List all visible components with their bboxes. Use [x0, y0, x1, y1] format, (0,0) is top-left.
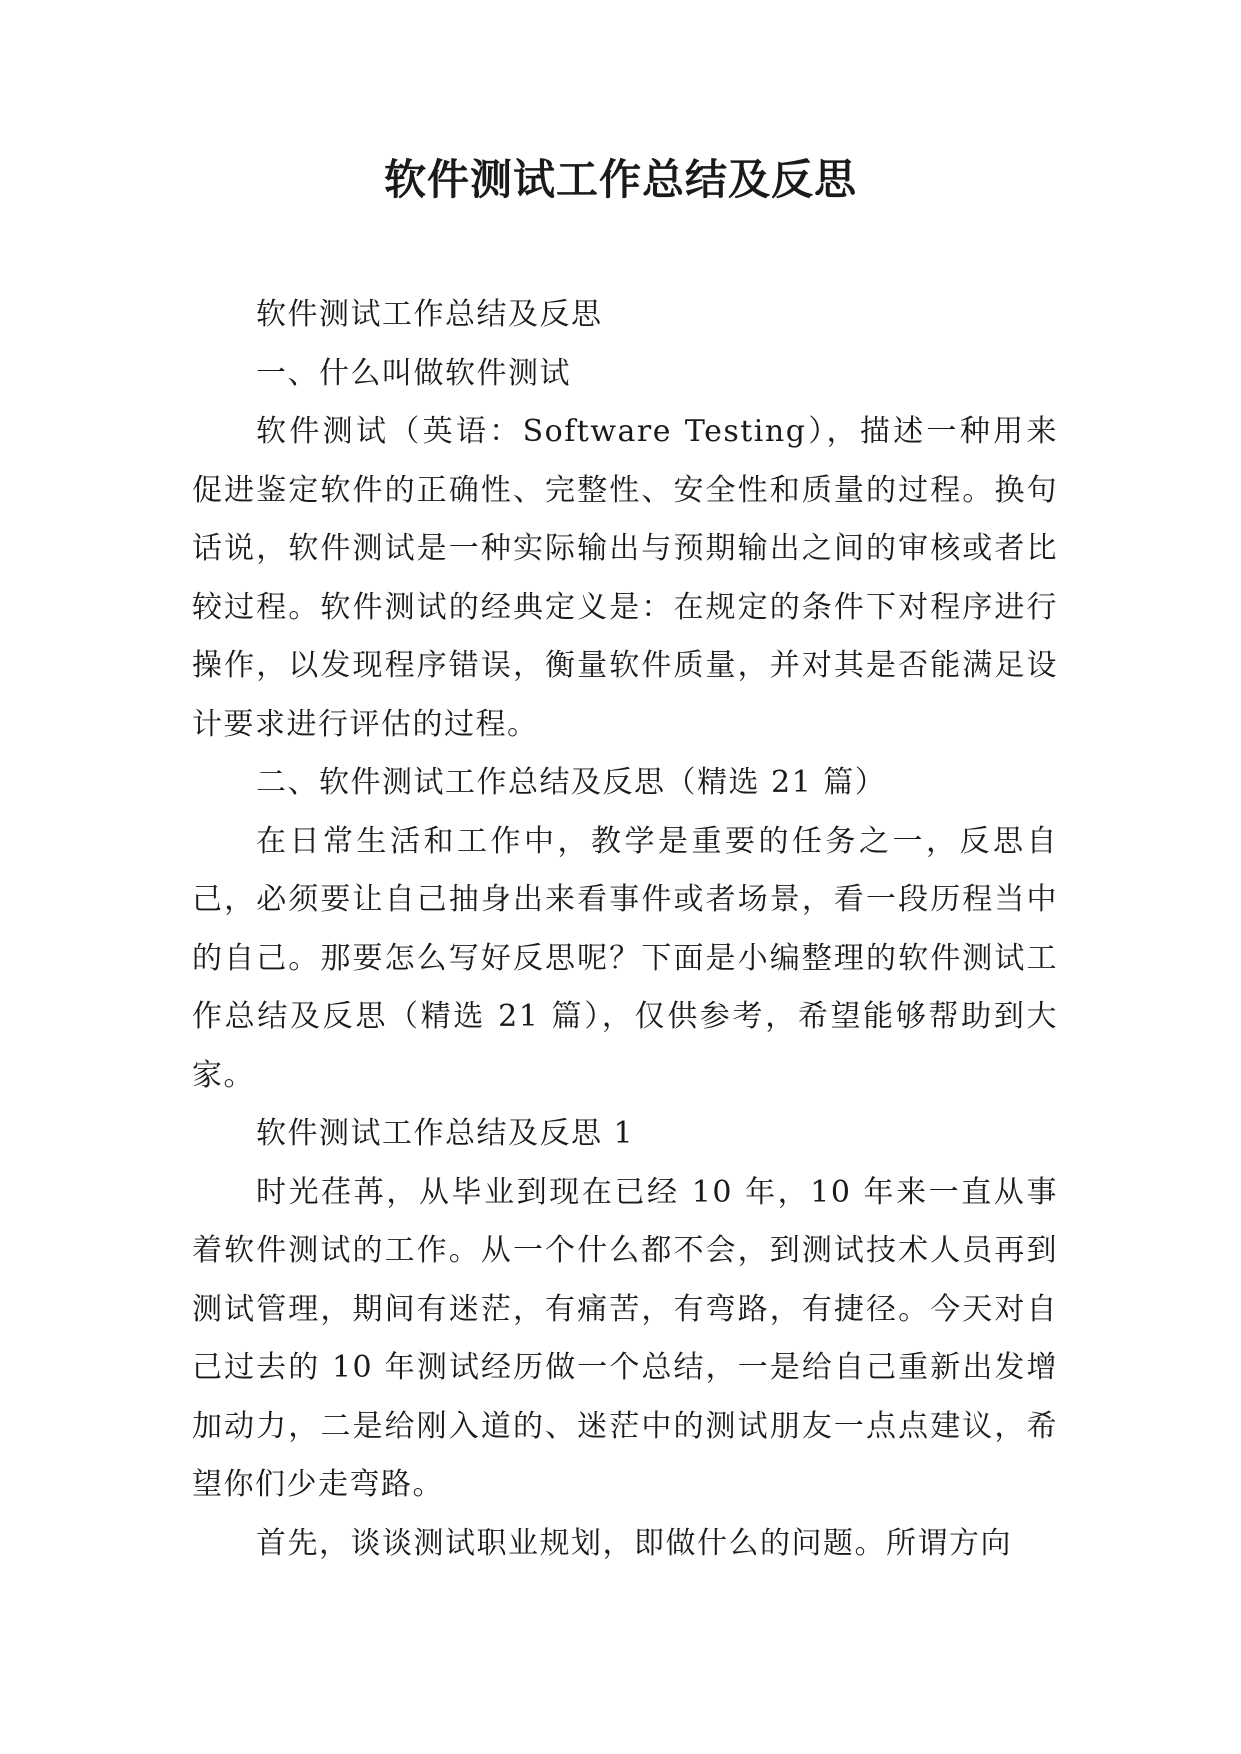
section-heading-what-is-testing: 一、什么叫做软件测试: [256, 355, 571, 391]
paragraph-subtitle: 软件测试工作总结及反思: [256, 297, 603, 332]
paragraph-career-planning: 首先，谈谈测试职业规划，即做什么的问题。所谓方向: [256, 1525, 1012, 1561]
document-title: 软件测试工作总结及反思: [383, 155, 857, 204]
paragraph-definition: 软件测试（英语：Software Testing），描述一种用来促进鉴定软件的正确性、完整性、安全性和质量的过程。换句话说，软件测试是一种实际输出与预期输出之间的审核或者比较过程。软件测试的经典定义是：在规定的条件下对程序进行操作，以发现程序错误，衡量软件质量，并对其是否能满足设计要求进行评估的过程。: [192, 414, 1058, 742]
section-heading-selected-essays: 二、软件测试工作总结及反思（精选 21 篇）: [256, 765, 887, 800]
essay-heading-1: 软件测试工作总结及反思 1: [256, 1116, 635, 1151]
document-body: [192, 286, 1058, 1573]
paragraph-intro: 在日常生活和工作中，教学是重要的任务之一，反思自己，必须要让自己抽身出来看事件或者场景，看一段历程当中的自己。那要怎么写好反思呢？下面是小编整理的软件测试工作总结及反思（精选 21 篇），仅供参考，希望能够帮助到大家。: [192, 823, 1058, 1093]
paragraph-essay-1: 时光荏苒，从毕业到现在已经 10 年，10 年来一直从事着软件测试的工作。从一个什么都不会，到测试技术人员再到测试管理，期间有迷茫，有痛苦，有弯路，有捷径。今天对自己过去的 10 年测试经历做一个总结，一是给自己重新出发增加动力，二是给刚入道的、迷茫中的测试朋友一点点建议，希望你们少走弯路。: [192, 1174, 1058, 1502]
